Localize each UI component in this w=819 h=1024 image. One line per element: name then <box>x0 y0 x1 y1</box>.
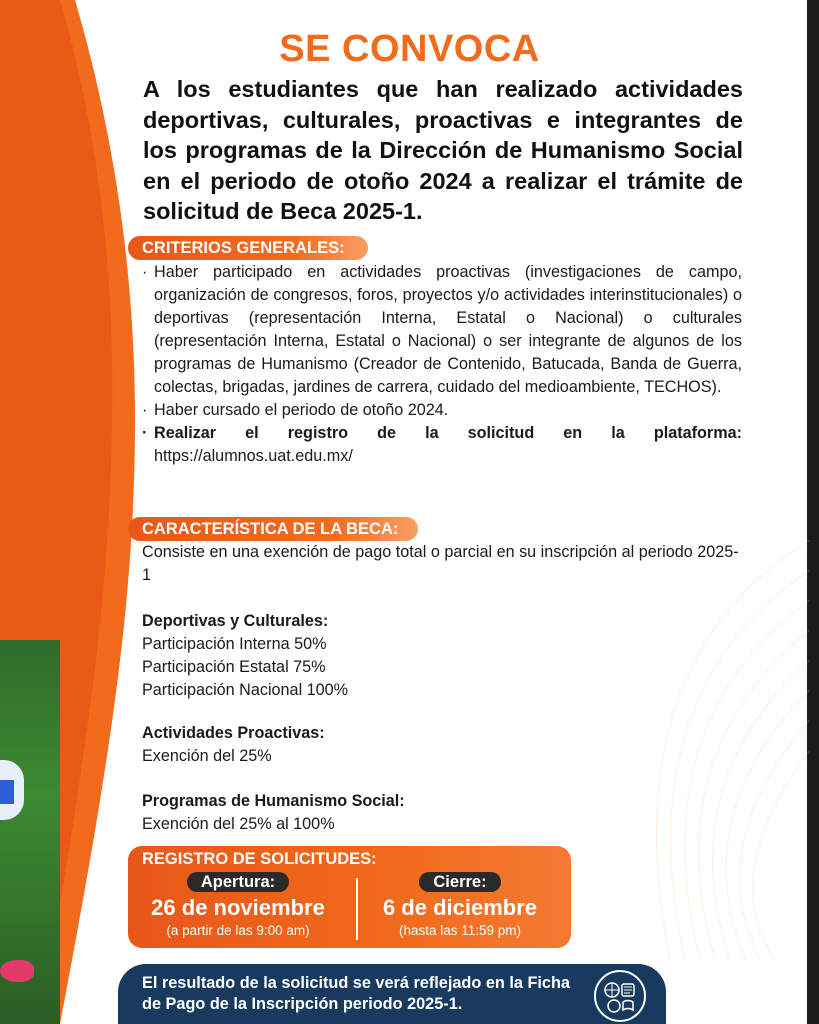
activities-emblem-icon <box>592 968 648 1024</box>
registro-heading: REGISTRO DE SOLICITUDES: <box>142 850 377 868</box>
criterios-list <box>142 261 742 468</box>
cierre-date: 6 de diciembre <box>382 895 538 920</box>
cierre-label: Cierre: <box>419 872 500 892</box>
group-line: Exención del 25% <box>142 747 272 765</box>
apertura-label: Apertura: <box>187 872 289 892</box>
apertura-note: (a partir de las 9:00 am) <box>166 923 310 938</box>
registro-box <box>128 846 571 948</box>
cierre-note: (hasta las 11:59 pm) <box>398 923 522 938</box>
footer-text: El resultado de la solicitud se verá reflejado en la Ficha de Pago de la Inscripción periodo 2025-1. <box>142 974 570 1013</box>
group-heading: Deportivas y Culturales: <box>142 612 329 630</box>
caracteristica-heading: CARACTERÍSTICA DE LA BECA: <box>128 517 418 541</box>
group-line: Exención del 25% al 100% <box>142 815 335 833</box>
group-line: Participación Estatal 75% <box>142 658 326 676</box>
criterio-item-registro <box>142 422 742 468</box>
apertura-date: 26 de noviembre <box>151 895 325 920</box>
footer-banner <box>118 964 666 1024</box>
group-humanismo <box>142 790 742 836</box>
platform-link[interactable]: https://alumnos.uat.edu.mx/ <box>154 447 353 465</box>
group-line: Participación Interna 50% <box>142 635 327 653</box>
apertura-column <box>128 872 348 940</box>
criterio-item: · Haber cursado el periodo de otoño 2024. <box>142 399 742 422</box>
group-proactivas <box>142 722 742 768</box>
caracteristica-text: Consiste en una exención de pago total o parcial en su inscripción al periodo 2025-1 <box>142 543 739 584</box>
intro-paragraph: A los estudiantes que han realizado actividades deportivas, culturales, proactivas e integrantes de los programas de la Dirección de Humanismo Social en el periodo de otoño 2024 a realizar el trámite de solicitud de Beca 2025-1. <box>143 76 743 224</box>
group-heading: Programas de Humanismo Social: <box>142 792 405 810</box>
group-deportivas <box>142 610 742 702</box>
registro-instruction: Realizar el registro de la solicitud en la plataforma: <box>154 424 742 442</box>
criterio-item: · Haber participado en actividades proactivas (investigaciones de campo, organización de congresos, foros, proyectos y/o actividades interinstitucionales) o deportivas (representación Interna, Estatal o Nacional) o culturales (representación Interna, Estatal o Nacional) o ser integrante de algunos de los programas de Humanismo (Creador de Contenido, Batucada, Banda de Guerra, colectas, brigadas, jardines de carrera, cuidado del medioambiente, TECHOS). <box>142 261 742 399</box>
page-title: SE CONVOCA <box>279 28 540 70</box>
group-line: Participación Nacional 100% <box>142 681 349 699</box>
cierre-column <box>350 872 570 940</box>
criterios-heading: CRITERIOS GENERALES: <box>128 236 368 260</box>
group-heading: Actividades Proactivas: <box>142 724 325 742</box>
